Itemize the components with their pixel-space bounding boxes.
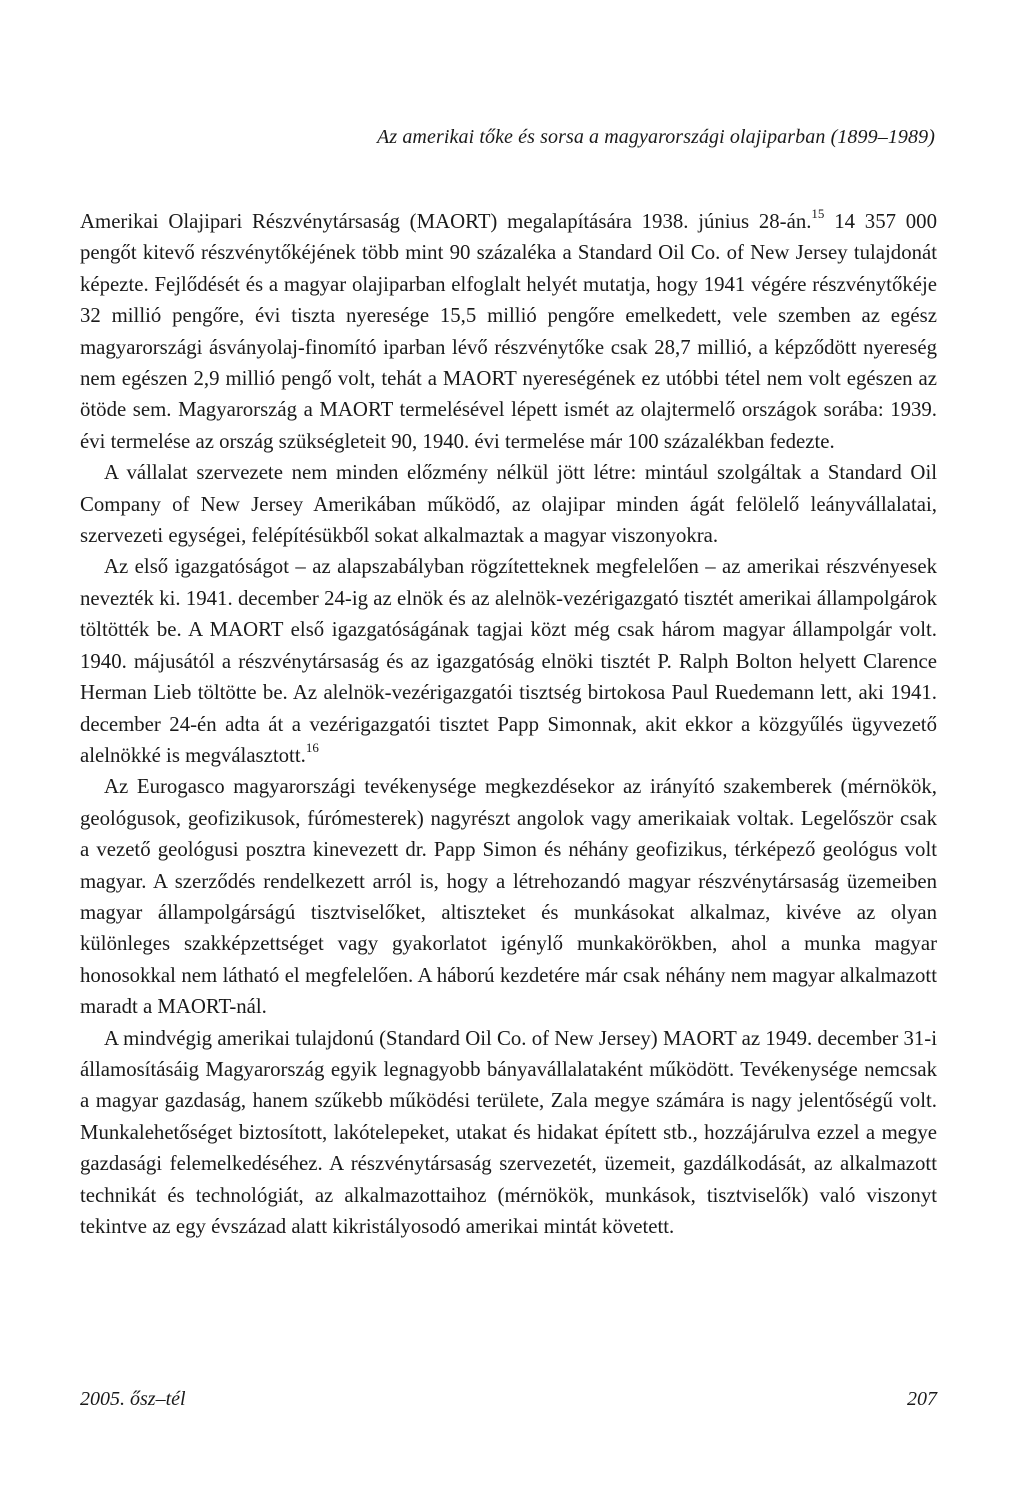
paragraph-1 <box>80 206 937 457</box>
paragraph-5 <box>80 1023 937 1243</box>
paragraph-1-continuation: 14 357 000 pengőt kitevő részvénytőkéjének több mint 90 százaléka a Standard Oil Co. of New Jersey tulajdonát képezte. Fejlődését és a magyar olajiparban elfoglalt helyét mutatja, hogy 1941 végére részvénytőkéje 32 millió pengőre, évi tiszta nyeresége 15,5 millió pengőre emelkedett, vele szemben az egész magyarországi ásványolaj-finomító iparban lévő részvénytőke csak 28,7 millió, a képződött nyereség nem egészen 2,9 millió pengő volt, tehát a MAORT nyereségének ez utóbbi tétel nem volt egészen az ötöde sem. Magyarország a MAORT termelésével lépett ismét az olajtermelő országok sorába: 1939. évi termelése az ország szükségleteit 90, 1940. évi termelése már 100 százalékban fedezte. <box>80 210 937 453</box>
running-header: Az amerikai tőke és sorsa a magyarországi olajiparban (1899–1989) <box>377 126 935 148</box>
paragraph-4 <box>80 771 937 1022</box>
paragraph-2-text: A vállalat szervezete nem minden előzmény nélkül jött létre: mintául szolgáltak a Standard Oil Company of New Jersey Amerikában működő, az olajipar minden ágát felölelő leányvállalatai, szervezeti egységei, felépítésükből sokat alkalmaztak a magyar viszonyokra. <box>80 461 937 548</box>
paragraph-3-text: Az első igazgatóságot – az alapszabályban rögzítetteknek megfelelően – az amerikai részvényesek nevezték ki. 1941. december 24-ig az elnök és az alelnök-vezérigazgató tisztét amerikai állampolgárok töltötték be. A MAORT első igazgatóságának tagjai közt még csak három magyar állampolgár volt. 1940. májusától a részvénytársaság és az igazgatóság elnöki tisztét P. Ralph Bolton helyett Clarence Herman Lieb töltötte be. Az alelnök-vezérigazgatói tisztség birtokosa Paul Ruedemann lett, aki 1941. december 24-én adta át a vezérigazgatói tisztet Papp Simonnak, akit ekkor a közgyűlés ügyvezető alelnökké is megválasztott. <box>80 555 937 767</box>
page-number: 207 <box>907 1388 937 1410</box>
paragraph-1-text: Amerikai Olajipari Részvénytársaság (MAORT) megalapítására 1938. június 28-án. <box>80 210 812 233</box>
paragraph-3 <box>80 551 937 771</box>
footnote-ref-16: 16 <box>305 739 319 755</box>
issue-label: 2005. ősz–tél <box>80 1388 186 1410</box>
paragraph-2 <box>80 457 937 551</box>
footnote-ref-15: 15 <box>811 206 825 222</box>
paragraph-5-text: A mindvégig amerikai tulajdonú (Standard Oil Co. of New Jersey) MAORT az 1949. december 31-i államosításáig Magyarország egyik legnagyobb bányavállalataként működött. Tevékenysége nemcsak a magyar gazdaság, hanem szűkebb működési területe, Zala megye számára is nagy jelentőségű volt. Munkalehetőséget biztosított, lakótelepeket, utakat és hidakat épített stb., hozzájárulva ezzel a megye gazdasági felemelkedéséhez. A részvénytársaság szervezetét, üzemeit, gazdálkodását, az alkalmazott technikát és technológiát, az alkalmazottaihoz (mérnökök, munkások, tisztviselők) való viszonyt tekintve az egy évszázad alatt kikristályosodó amerikai mintát követett. <box>80 1026 937 1238</box>
paragraph-4-text: Az Eurogasco magyarországi tevékenysége megkezdésekor az irányító szakemberek (mérnökök, geológusok, geofizikusok, fúrómesterek) nagyrészt angolok vagy amerikaiak voltak. Legelőször csak a vezető geológusi posztra kinevezett dr. Papp Simon és néhány geofizikus, térképező geológus volt magyar. A szerződés rendelkezett arról is, hogy a létrehozandó magyar részvénytársaság üzemeiben magyar állampolgárságú tisztviselőket, altiszteket és munkásokat alkalmaz, kivéve az olyan különleges szakképzettséget vagy gyakorlatot igénylő munkakörökben, ahol a munka magyar honosokkal nem látható el megfelelően. A háború kezdetére már csak néhány nem magyar alkalmazott maradt a MAORT-nál. <box>80 775 937 1019</box>
body-text <box>80 206 937 1242</box>
